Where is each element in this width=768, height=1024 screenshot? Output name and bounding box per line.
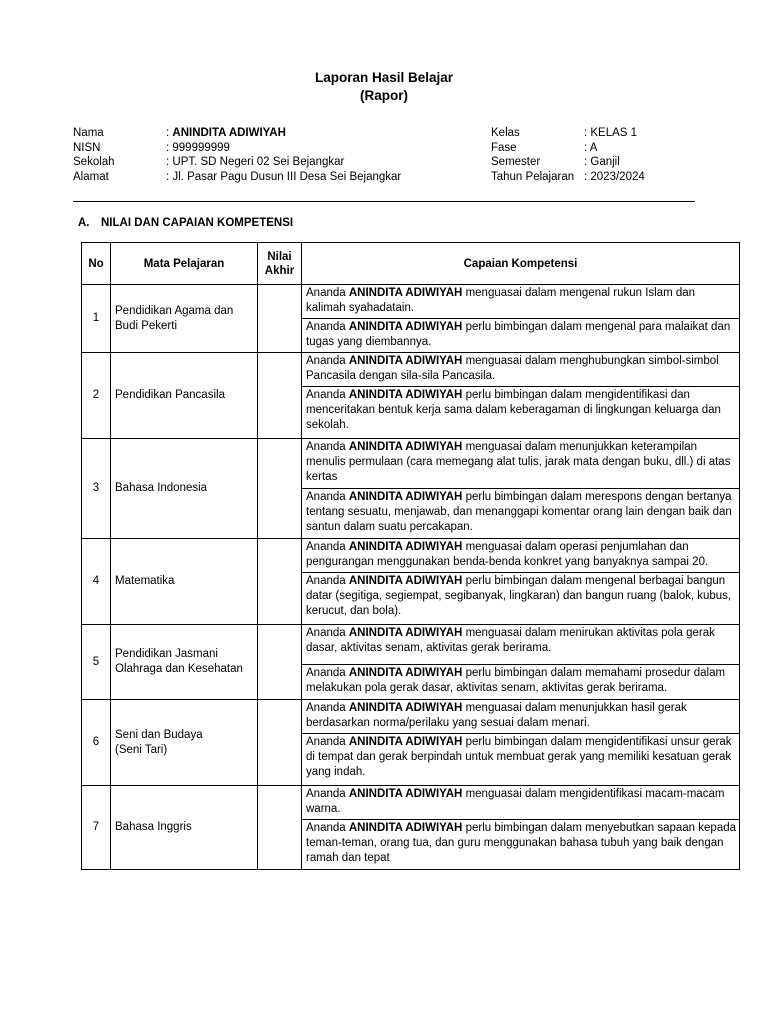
subject-name-line: Seni dan Budaya [115, 728, 203, 741]
info-label: Semester [491, 156, 541, 169]
competency-student-name: ANINDITA ADIWIYAH [348, 355, 463, 367]
competency-description [302, 353, 740, 387]
info-row-semester [491, 155, 645, 170]
final-grade-cell [258, 285, 302, 353]
final-grade-cell [258, 539, 302, 625]
competency-student-name: ANINDITA ADIWIYAH [348, 321, 463, 333]
competency-prefix: Ananda [306, 355, 349, 367]
student-info-left [73, 126, 401, 185]
info-value: : UPT. SD Negeri 02 Sei Bejangkar [166, 156, 345, 169]
competency-student-name: ANINDITA ADIWIYAH [348, 822, 463, 834]
subject-name-line: (Seni Tari) [115, 743, 168, 756]
competency-prefix: Ananda [306, 822, 349, 834]
competency-description [302, 786, 740, 820]
info-label: Alamat [73, 171, 109, 184]
subject-cell [111, 786, 258, 870]
table-row [82, 700, 740, 734]
competency-text: perlu bimbingan dalam mengidentifikasi unsur gerak di tempat dan gerak berpindah untuk membuat gerak yang memiliki kesatuan gerak yang indah. [306, 736, 732, 778]
info-value: : ANINDITA ADIWIYAH [166, 127, 286, 139]
competency-description [302, 734, 740, 786]
subject-cell [111, 353, 258, 439]
header-mapel: Mata Pelajaran [111, 243, 258, 285]
table-row [82, 625, 740, 665]
competency-prefix: Ananda [306, 702, 349, 714]
final-grade-cell [258, 439, 302, 539]
subject-name-line: Bahasa Indonesia [115, 482, 208, 494]
competency-student-name: ANINDITA ADIWIYAH [348, 667, 463, 679]
competency-prefix: Ananda [306, 491, 349, 503]
competency-description [302, 573, 740, 625]
competency-text: menguasai dalam menunjukkan keterampilan menulis permulaan (cara memegang alat tulis, jarak mata dengan buku, dll.) di atas kertas [306, 441, 731, 483]
competency-student-name: ANINDITA ADIWIYAH [348, 702, 463, 714]
competency-description [302, 539, 740, 573]
competency-student-name: ANINDITA ADIWIYAH [348, 627, 463, 639]
table-row [82, 786, 740, 820]
competency-student-name: ANINDITA ADIWIYAH [348, 389, 463, 401]
info-row-tahun [491, 170, 645, 185]
competency-description [302, 700, 740, 734]
subject-cell [111, 439, 258, 539]
table-row [82, 439, 740, 489]
competency-description [302, 387, 740, 439]
competency-text: menguasai dalam menunjukkan hasil gerak berdasarkan norma/perilaku yang sesuai dalam menari. [306, 702, 687, 729]
subject-cell [111, 700, 258, 786]
row-number: 4 [82, 539, 111, 625]
final-grade-cell [258, 353, 302, 439]
final-grade-cell [258, 700, 302, 786]
competency-prefix: Ananda [306, 736, 349, 748]
info-label: Tahun Pelajaran [491, 171, 575, 184]
info-value: : Jl. Pasar Pagu Dusun III Desa Sei Bejangkar [166, 171, 402, 184]
competency-prefix: Ananda [306, 667, 349, 679]
competency-text: menguasai dalam operasi penjumlahan dan pengurangan menggunakan benda-benda konkret yang banyaknya sampai 20. [306, 541, 709, 568]
competency-student-name: ANINDITA ADIWIYAH [348, 491, 463, 503]
info-value: : 2023/2024 [584, 171, 645, 184]
subject-name-line: Matematika [115, 575, 175, 587]
info-row-kelas [491, 126, 645, 141]
competency-description [302, 285, 740, 319]
competency-student-name: ANINDITA ADIWIYAH [348, 441, 463, 453]
row-number: 2 [82, 353, 111, 439]
info-label: NISN [73, 141, 101, 154]
final-grade-cell [258, 625, 302, 700]
student-info-right [491, 126, 645, 185]
section-title: NILAI DAN CAPAIAN KOMPETENSI [101, 217, 294, 229]
report-title: Laporan Hasil Belajar [314, 70, 454, 85]
info-row-alamat [73, 170, 401, 185]
row-number: 6 [82, 700, 111, 786]
table-row [82, 353, 740, 387]
competency-prefix: Ananda [306, 321, 349, 333]
competency-text: perlu bimbingan dalam memahami prosedur dalam melakukan pola gerak dasar, aktivitas senam, aktivitas gerak berirama. [306, 667, 726, 694]
info-row-nisn [73, 141, 401, 156]
competency-description [302, 665, 740, 700]
competency-description [302, 625, 740, 665]
subject-name-line: Budi Pekerti [115, 319, 178, 332]
row-number: 1 [82, 285, 111, 353]
competency-description [302, 439, 740, 489]
header-nilai: Nilai Akhir [258, 243, 302, 285]
header-divider [73, 201, 695, 202]
table-header-row [82, 243, 740, 285]
row-number: 3 [82, 439, 111, 539]
subject-cell [111, 625, 258, 700]
info-row-fase [491, 141, 645, 156]
subject-cell [111, 285, 258, 353]
subject-name-line: Bahasa Inggris [115, 821, 192, 833]
competency-text: menguasai dalam menirukan aktivitas pola gerak dasar, aktivitas senam, aktivitas gerak berirama. [306, 627, 715, 654]
competency-prefix: Ananda [306, 788, 349, 800]
competency-description [302, 489, 740, 539]
competency-prefix: Ananda [306, 575, 349, 587]
final-grade-cell [258, 786, 302, 870]
competency-student-name: ANINDITA ADIWIYAH [348, 287, 463, 299]
report-subtitle: (Rapor) [360, 88, 408, 103]
competency-prefix: Ananda [306, 441, 349, 453]
subject-name-line: Pendidikan Agama dan [115, 304, 234, 317]
section-heading [78, 217, 293, 229]
student-name: ANINDITA ADIWIYAH [172, 127, 286, 139]
subject-name-line: Pendidikan Pancasila [115, 389, 225, 401]
competency-text: menguasai dalam mengidentifikasi macam-macam warna. [306, 788, 725, 815]
info-label: Nama [73, 127, 104, 139]
grades-table [81, 242, 740, 870]
competency-text: menguasai dalam mengenal rukun Islam dan kalimah syahadatain. [306, 287, 696, 314]
competency-prefix: Ananda [306, 389, 349, 401]
info-value: : A [584, 141, 598, 154]
row-number: 7 [82, 786, 111, 870]
competency-student-name: ANINDITA ADIWIYAH [348, 788, 463, 800]
header-capaian: Capaian Kompetensi [302, 243, 740, 285]
info-label: Fase [491, 141, 517, 154]
competency-text: menguasai dalam menghubungkan simbol-simbol Pancasila dengan sila-sila Pancasila. [306, 355, 719, 382]
competency-text: perlu bimbingan dalam mengenal para malaikat dan tugas yang diembannya. [306, 321, 731, 348]
competency-student-name: ANINDITA ADIWIYAH [348, 575, 463, 587]
competency-text: perlu bimbingan dalam menyebutkan sapaan kepada teman-teman, orang tua, dan guru menggunakan bahasa tubuh yang baik dengan ramah dan tepat [306, 822, 737, 864]
row-number: 5 [82, 625, 111, 700]
table-row [82, 285, 740, 319]
subject-name-line: Olahraga dan Kesehatan [115, 663, 243, 675]
competency-prefix: Ananda [306, 541, 349, 553]
info-row-nama [73, 126, 401, 141]
subject-cell [111, 539, 258, 625]
info-value: : Ganjil [584, 156, 620, 169]
competency-text: perlu bimbingan dalam merespons dengan bertanya tentang sesuatu, menjawab, dan menanggapi komentar orang lain dengan baik dan santun dalam suatu percakapan. [306, 491, 732, 533]
info-label: Kelas [491, 127, 520, 139]
info-value: : KELAS 1 [584, 127, 638, 139]
competency-description [302, 319, 740, 353]
competency-prefix: Ananda [306, 287, 349, 299]
competency-text: perlu bimbingan dalam mengidentifikasi dan menceritakan bentuk kerja sama dalam keberagaman di lingkungan keluarga dan sekolah. [306, 389, 721, 431]
table-body [82, 285, 740, 870]
subject-name-line: Pendidikan Jasmani [115, 648, 218, 660]
competency-student-name: ANINDITA ADIWIYAH [348, 541, 463, 553]
competency-prefix: Ananda [306, 627, 349, 639]
info-row-sekolah [73, 155, 401, 170]
header-no: No [82, 243, 111, 285]
competency-description [302, 820, 740, 870]
competency-student-name: ANINDITA ADIWIYAH [348, 736, 463, 748]
table-row [82, 539, 740, 573]
competency-text: perlu bimbingan dalam mengenal berbagai bangun datar (segitiga, segiempat, segibanyak, lingkaran) dan bangun ruang (balok, kubus, kerucut, dan bola). [306, 575, 732, 617]
report-title-block [0, 69, 768, 105]
section-letter: A. [78, 217, 90, 229]
info-value: : 999999999 [166, 141, 230, 154]
info-label: Sekolah [73, 156, 115, 169]
